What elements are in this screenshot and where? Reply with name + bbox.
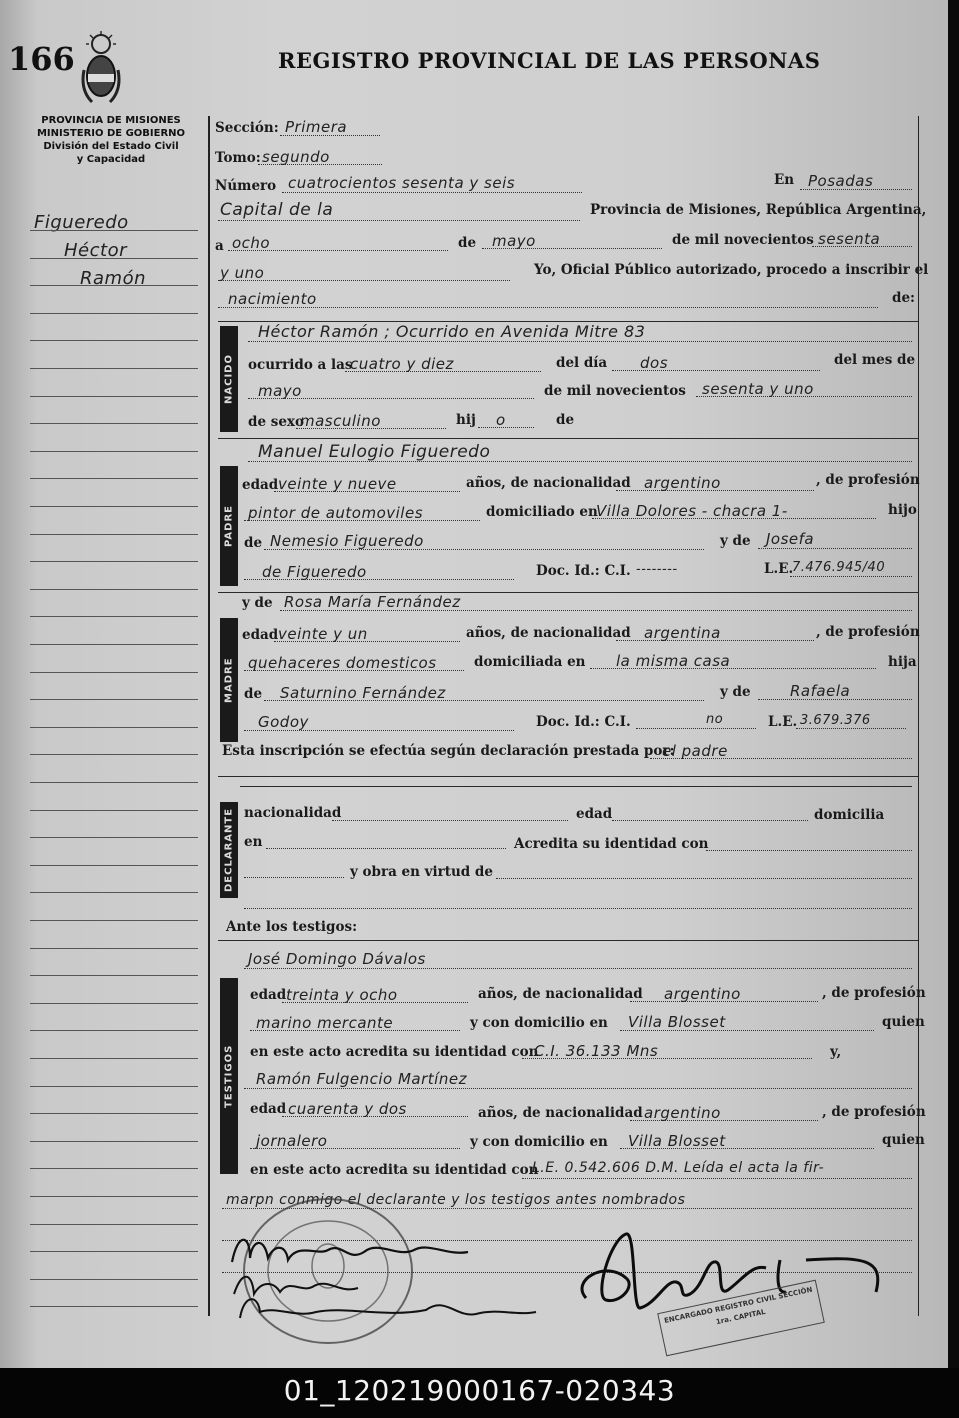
value-madre-prof: quehaceres domesticos [248,654,437,672]
label-madre-le: L.E. [768,714,798,730]
value-padre-prof: pintor de automoviles [248,504,424,522]
value-padre-nombre: Manuel Eulogio Figueredo [258,442,491,462]
value-nacido-nombre: Héctor Ramón ; Ocurrido en Avenida Mitre 83 [258,322,646,341]
label-padre-anos-nac: años, de nacionalidad [466,475,631,491]
label-sexo: de sexo [248,414,304,430]
label-en: En [774,172,795,188]
value-madre-edad: veinte y un [278,625,368,643]
label-madre-de: de [244,686,263,702]
label-de-padres: de [556,412,575,428]
margin-rule [30,285,198,286]
value-testigo2-nac: argentino [644,1104,721,1122]
label-tomo: Tomo: [215,150,261,166]
value-anio2: y uno [220,264,265,282]
value-cierre: marpn conmigo el declarante y los testigos antes nombrados [226,1192,686,1208]
label-de-mil-nac: de mil novecientos [544,383,686,399]
label-padre-de: de [244,535,263,551]
value-numero: cuatrocientos sesenta y seis [288,174,516,192]
margin-rule [30,644,198,645]
label-nacionalidad: nacionalidad [244,805,342,821]
value-testigo1-edad: treinta y ocho [286,986,398,1004]
label-t1-y: y, [830,1044,842,1060]
value-madre-nombre: Rosa María Fernández [284,593,461,611]
label-padre-doc: Doc. Id.: C.I. [536,563,631,579]
org-province: PROVINCIA DE MISIONES [41,115,181,126]
margin-rule [30,948,198,949]
label-declarante: DECLARANTE [223,807,235,893]
margin-rule [30,837,198,838]
value-testigo1-dom: Villa Blosset [628,1013,726,1031]
margin-rule [30,810,198,811]
margin-rule [30,1086,198,1087]
value-madre-dom: la misma casa [616,652,731,670]
org-capacity: y Capacidad [76,154,146,165]
value-en: Posadas [808,172,874,190]
margin-rule [30,230,198,231]
org-block [20,114,202,166]
value-dia: ocho [232,234,271,252]
value-testigo1-doc: C.I. 36.133 Mns [534,1042,659,1060]
label-t2-domicilio: y con domicilio en [470,1134,608,1150]
value-abuela-materna-2: Godoy [258,713,309,731]
footer-id: 01_120219000167-020343 [283,1374,676,1407]
value-abuelo-paterno: Nemesio Figueredo [270,532,424,550]
label-obra: y obra en virtud de [350,864,493,880]
value-tomo: segundo [262,148,330,166]
officer-rect-stamp: ENCARGADO REGISTRO CIVIL SECCIÓN 1ra. CAPITAL [657,1280,825,1357]
value-padre-ci: -------- [636,562,678,577]
margin-rule [30,258,198,259]
margin-rule [30,1141,198,1142]
label-provincia: Provincia de Misiones, República Argentina, [590,202,927,218]
margin-rule [30,1251,198,1252]
value-padre-le: 7.476.945/40 [792,560,886,575]
label-del-mes: del mes de [834,352,916,368]
margin-rule [30,478,198,479]
page-title: REGISTRO PROVINCIAL DE LAS PERSONAS [278,48,821,73]
label-nacido: NACIDO [223,354,235,404]
label-t2-anos-nac: años, de nacionalidad [478,1105,643,1121]
label-padre-profesion: , de profesión [816,472,920,488]
margin-rule [30,865,198,866]
margin-rule [30,1030,198,1031]
margin-rule [30,561,198,562]
value-anio1: sesenta [818,230,881,248]
label-madre-y-de2: y de [720,684,751,700]
label-padre: PADRE [223,505,235,547]
org-division: División del Estado Civil [43,141,179,152]
value-declarante: el padre [662,742,728,760]
label-padre-le: L.E. [764,561,794,577]
label-de-mes: de [458,235,477,251]
margin-rule [30,920,198,921]
label-domicilio-decl: domicilia [814,807,885,823]
label-madre: MADRE [223,657,235,703]
margin-rule [30,451,198,452]
value-testigo2-doc: L.E. 0.542.606 D.M. Leída el acta la fir- [532,1160,825,1176]
value-testigo1-nac: argentino [664,985,741,1003]
margin-rule [30,1058,198,1059]
label-ante-testigos: Ante los testigos: [226,919,358,935]
label-de-mil: de mil novecientos [672,232,814,248]
value-padre-nac: argentino [644,474,721,492]
margin-rule [30,672,198,673]
signature-witness-2 [236,1288,556,1332]
value-testigo1-prof: marino mercante [256,1014,394,1032]
label-t2-profesion: , de profesión [822,1104,926,1120]
margin-rule [30,506,198,507]
value-testigo1-nombre: José Domingo Dávalos [248,950,426,968]
label-t1-edad: edad [250,987,287,1003]
label-t1-domicilio: y con domicilio en [470,1015,608,1031]
label-edad-decl: edad [576,806,613,822]
value-madre-le: 3.679.376 [800,713,871,728]
label-madre-profesion: , de profesión [816,624,920,640]
margin-rule [30,975,198,976]
margin-rule [30,699,198,700]
value-padre-edad: veinte y nueve [278,475,397,493]
margin-rule [30,368,198,369]
value-testigo2-dom: Villa Blosset [628,1132,726,1150]
label-padre-y-de: y de [720,533,751,549]
label-yo: Yo, Oficial Público autorizado, procedo a inscribir el [534,262,929,278]
value-abuelo-materno: Saturnino Fernández [280,684,446,702]
label-a: a [215,238,224,254]
margin-rule [30,423,198,424]
value-abuela-materna-1: Rafaela [790,682,851,700]
label-t2-edad: edad [250,1101,287,1117]
label-testigos: TESTIGOS [223,1044,235,1108]
margin-rule [30,1113,198,1114]
org-ministry: MINISTERIO DE GOBIERNO [36,128,186,139]
margin-rule [30,1279,198,1280]
value-acta: nacimiento [228,290,317,308]
value-testigo2-edad: cuarenta y dos [288,1100,407,1118]
label-hijo: hijo [888,502,917,518]
label-madre-anos-nac: años, de nacionalidad [466,625,631,641]
label-ocurrido: ocurrido a las [248,357,353,373]
label-acredita: Acredita su identidad con [514,836,709,852]
margin-rule [30,1196,198,1197]
label-t1-profesion: , de profesión [822,985,926,1001]
value-seccion: Primera [285,118,348,136]
frame-left [208,116,210,1316]
margin-rule [30,1003,198,1004]
value-anio-nac: sesenta y uno [702,380,814,398]
coat-of-arms [80,30,122,106]
label-inscripcion: Esta inscripción se efectúa según declaración prestada por: [222,743,675,759]
label-numero: Número [215,178,277,194]
label-t2-acredita: en este acto acredita su identidad con [250,1162,539,1178]
label-t1-quien: quien [882,1014,925,1030]
value-mes: mayo [492,232,536,250]
value-testigo2-prof: jornalero [256,1132,328,1150]
label-en-decl: en [244,834,263,850]
label-madre-domiciliada: domiciliada en [474,654,586,670]
label-hij: hij [456,412,476,428]
label-del-dia: del día [556,355,608,371]
value-dia-nac: dos [640,354,669,372]
value-hij: o [496,411,506,429]
margin-rule [30,340,198,341]
margin-rule [30,754,198,755]
value-sexo: masculino [300,412,381,430]
margin-rule [30,589,198,590]
margin-rule [30,782,198,783]
label-madre-y-de: y de [242,595,273,611]
label-madre-doc: Doc. Id.: C.I. [536,714,631,730]
margin-rule [30,313,198,314]
value-madre-ci: no [706,712,724,727]
margin-firstname: Héctor [64,240,127,261]
value-mes-nac: mayo [258,382,302,400]
folio-number: 166 [8,40,75,78]
margin-rule [30,616,198,617]
label-padre-domiciliado: domiciliado en [486,504,598,520]
margin-rule [30,727,198,728]
value-abuela-paterna-2: de Figueredo [262,563,367,581]
label-t1-acredita: en este acto acredita su identidad con [250,1044,539,1060]
value-abuela-paterna-1: Josefa [766,530,815,548]
margin-rule [30,1306,198,1307]
value-padre-dom: Villa Dolores - chacra 1- [596,502,788,520]
margin-rule [30,534,198,535]
value-testigo2-nombre: Ramón Fulgencio Martínez [256,1070,467,1088]
value-madre-nac: argentina [644,624,721,642]
footer-bar [0,1368,959,1418]
label-t1-anos-nac: años, de nacionalidad [478,986,643,1002]
margin-surname: Figueredo [34,212,129,233]
margin-rule [30,892,198,893]
value-capital: Capital de la [220,200,334,220]
margin-middlename: Ramón [80,268,146,289]
label-t2-quien: quien [882,1132,925,1148]
label-madre-edad: edad [242,627,279,643]
label-hija: hija [888,654,917,670]
margin-rule [30,1168,198,1169]
margin-rule [30,396,198,397]
label-de-colon: de: [892,290,916,306]
label-padre-edad: edad [242,477,279,493]
value-hora: cuatro y diez [350,355,454,373]
margin-rule [30,1224,198,1225]
label-seccion: Sección: [215,120,279,136]
